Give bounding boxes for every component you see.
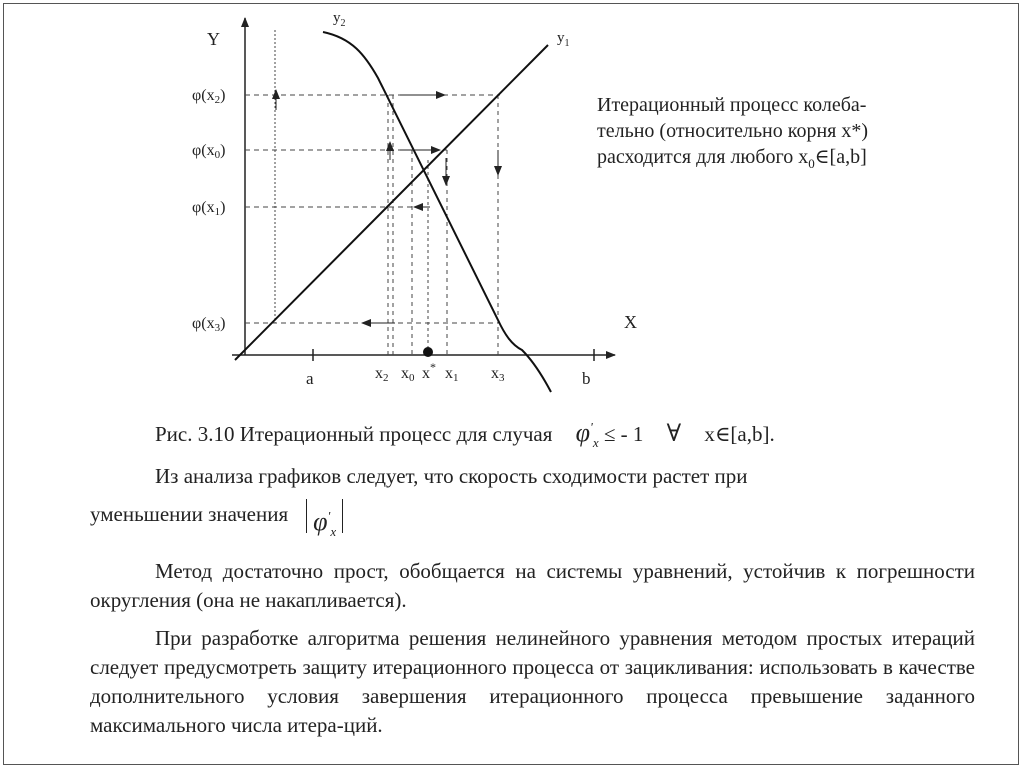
y-tick-phi-x3: φ(x3) <box>192 315 226 334</box>
curve-y2-label: $y_2$ <box>333 10 346 29</box>
curve-y1 <box>235 45 548 360</box>
root-point <box>423 347 433 357</box>
para1-line1: Из анализа графиков следует, что скорость сходимости растет при <box>155 464 748 488</box>
y-tick-phi-x2: φ(x2) <box>192 87 226 106</box>
curve-y2 <box>323 32 551 392</box>
paragraph-method: Метод достаточно прост, обобщается на системы уравнений, устойчив к погрешности округления (она не накапливается). <box>90 559 975 612</box>
y-axis-label: Y <box>207 29 220 49</box>
x-tick-a: a <box>306 369 314 388</box>
curve-y1-label: $y_1$ <box>557 30 570 49</box>
paragraph-convergence <box>90 462 975 539</box>
x-tick-x3: x3 <box>491 365 505 384</box>
y-tick-phi-x0: φ(x0) <box>192 142 226 161</box>
x-tick-x2: x2 <box>375 365 389 384</box>
x-tick-xstar: x* <box>422 360 436 382</box>
x-tick-x1: x1 <box>445 365 459 384</box>
note-line-3: расходится для любого $x_0\in[a,b]$ <box>597 146 867 171</box>
abs-phi-derivative: $\varphi'_x$ <box>306 499 343 533</box>
x-tick-b: b <box>582 369 591 388</box>
paragraph-algorithm: При разработке алгоритма решения нелинейного уравнения методом простых итераций следует предусмотреть защиту итерационного процесса от зацикливания: использовать в качестве дополнительного условия завершения итерационного процесса превышение заданного максимального числа итера-ций. <box>90 626 975 737</box>
caption-phi: $\varphi'_x$ <box>575 418 599 451</box>
y-tick-phi-x1: φ(x1) <box>192 199 226 218</box>
caption-condition: ≤ - 1 <box>603 422 644 446</box>
figure-note <box>597 92 977 177</box>
para1-line2: уменьшении значения $\varphi'_x$ <box>90 499 343 533</box>
caption-text: Рис. 3.10 Итерационный процесс для случая <box>155 422 553 446</box>
x-axis-label: X <box>624 312 637 332</box>
x-tick-x0: x0 <box>401 365 415 384</box>
note-line-2: тельно (относительно корня x*) <box>597 120 869 142</box>
figure-caption <box>155 418 955 451</box>
caption-domain: x∈[a,b]. <box>704 422 775 446</box>
note-line-1: Итерационный процесс колеба- <box>597 94 867 116</box>
caption-forall: ∀ <box>666 421 682 447</box>
